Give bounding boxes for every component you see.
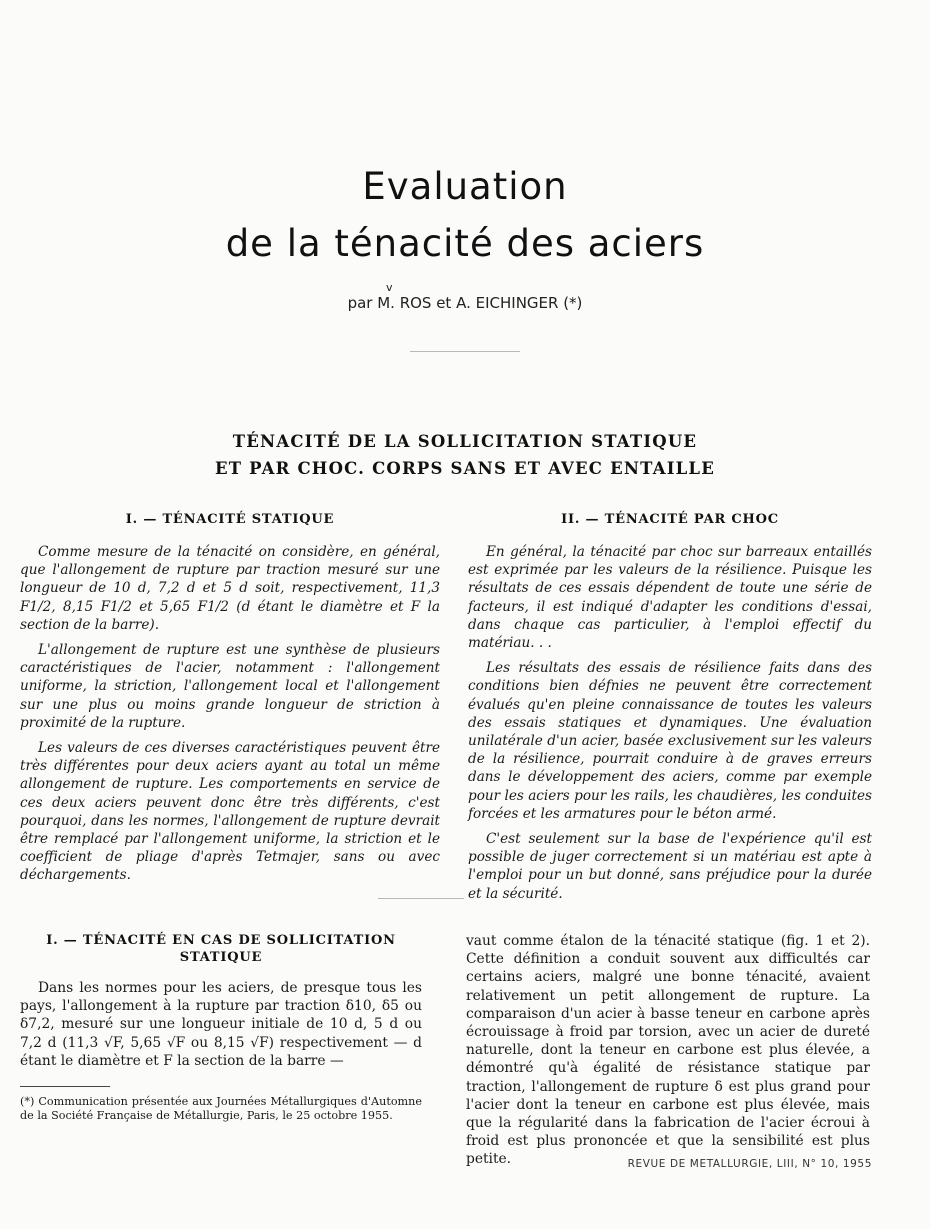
footnote-rule	[20, 1086, 110, 1087]
summary-right-text	[468, 543, 872, 903]
body-left-heading-line-2: STATIQUE	[179, 950, 263, 965]
summary-right-column	[468, 512, 872, 910]
summary-right-heading: II. — TÉNACITÉ PAR CHOC	[561, 512, 779, 527]
summary-right-paragraph-1: En général, la ténacité par choc sur barreaux entaillés est exprimée par les valeurs de la résilience. Puisque les résultats de ces essais dépendent de toute une série de facteurs, il est indiqué d'adapter les conditions d'essai, dans chaque cas particulier, à l'emploi effectif du matériau. . .	[468, 544, 872, 652]
body-left-text	[20, 979, 422, 1070]
body-right-paragraph: vaut comme étalon de la ténacité statique (fig. 1 et 2). Cette définition a conduit souvent aux difficultés car certains aciers, malgré une bonne ténacité, avaient relativement un petit allongement de rupture. La comparaison d'un acier à basse teneur en carbone après écrouissage à froid par torsion, avec un acier de dureté naturelle, dont la teneur en carbone est plus élevée, a démontré qu'à égalité de résistance statique par traction, l'allongement de rupture δ est plus grand pour l'acier dont la teneur en carbone est plus élevée, mais que la régularité dans la fabrication de l'acier écroui à froid est plus prononcée et que la sensibilité est plus petite.	[466, 933, 870, 1168]
title-line-1: Evaluation	[362, 165, 568, 208]
section-title-line-1: TÉNACITÉ DE LA SOLLICITATION STATIQUE	[232, 432, 698, 451]
summary-left-paragraph-1: Comme mesure de la ténacité on considère, en général, que l'allongement de rupture par traction mesuré sur une longueur de 10 d, 7,2 d et 5 d soit, respectivement, 11,3 F1/2, 8,15 F1/2 et 5,65 F1/2 (d étant le diamètre et F la section de la barre).	[20, 544, 440, 633]
summary-left-text	[20, 543, 440, 885]
body-left-paragraph: Dans les normes pour les aciers, de presque tous les pays, l'allongement à la rupture par traction δ10, δ5 ou δ7,2, mesuré sur une longueur initiale de 10 d, 5 d ou 7,2 d (11,3 √F, 5,65 √F ou 8,15 √F) respectivement — d étant le diamètre et F la section de la barre —	[20, 980, 422, 1069]
summary-left-paragraph-3: Les valeurs de ces diverses caractéristiques peuvent être très différentes pour deux aciers ayant au total un même allongement de rupture. Les comportements en service de ces deux aciers peuvent donc être très différents, c'est pourquoi, dans les normes, l'allongement de rupture devrait être remplacé par l'allongement uniforme, la striction et le coefficient de pliage d'après Tetmajer, sans ou avec déchargements.	[20, 740, 440, 884]
authors-line: par M. ROS et A. EICHINGER (*)	[347, 294, 583, 312]
summary-right-paragraph-3: C'est seulement sur la base de l'expérience qu'il est possible de juger correctement si un matériau est apte à l'emploi pour un but donné, sans préjudice pour la durée et la sécurité.	[468, 831, 872, 902]
body-right-column	[466, 932, 870, 1176]
title-line-2: de la ténacité des aciers	[225, 222, 705, 265]
mid-divider	[378, 898, 464, 899]
body-right-text	[466, 932, 870, 1169]
section-title-line-2: ET PAR CHOC. CORPS SANS ET AVEC ENTAILLE	[214, 459, 716, 478]
title-divider	[410, 351, 520, 352]
body-left-heading-line-1: I. — TÉNACITÉ EN CAS DE SOLLICITATION	[46, 933, 396, 948]
summary-left-heading: I. — TÉNACITÉ STATIQUE	[125, 512, 335, 527]
summary-left-paragraph-2: L'allongement de rupture est une synthèse de plusieurs caractéristiques de l'acier, notamment : l'allongement uniforme, la striction, l'allongement local et l'allongement sur une plus ou moins grande longueur de striction à proximité de la rupture.	[20, 642, 440, 731]
body-left-column	[20, 932, 422, 1077]
summary-left-column	[20, 512, 440, 892]
journal-footer: REVUE DE METALLURGIE, LIII, N° 10, 1955	[627, 1158, 872, 1170]
summary-right-paragraph-2: Les résultats des essais de résilience faits dans des conditions bien défnies ne peuvent être correctement évalués qu'en pleine connaissance de toutes les valeurs des essais statiques et dynamiques. Une évaluation unilatérale d'un acier, basée exclusivement sur les valeurs de la résilience, pourrait conduire à de graves erreurs dans le développement des aciers, comme par exemple pour les aciers pour les rails, les chaudières, les conduites forcées et les armatures pour le béton armé.	[468, 660, 872, 822]
caron-mark: v	[386, 281, 393, 294]
footnote: (*) Communication présentée aux Journées Métallurgiques d'Automne de la Société Française de Métallurgie, Paris, le 25 octobre 1955.	[20, 1095, 422, 1122]
